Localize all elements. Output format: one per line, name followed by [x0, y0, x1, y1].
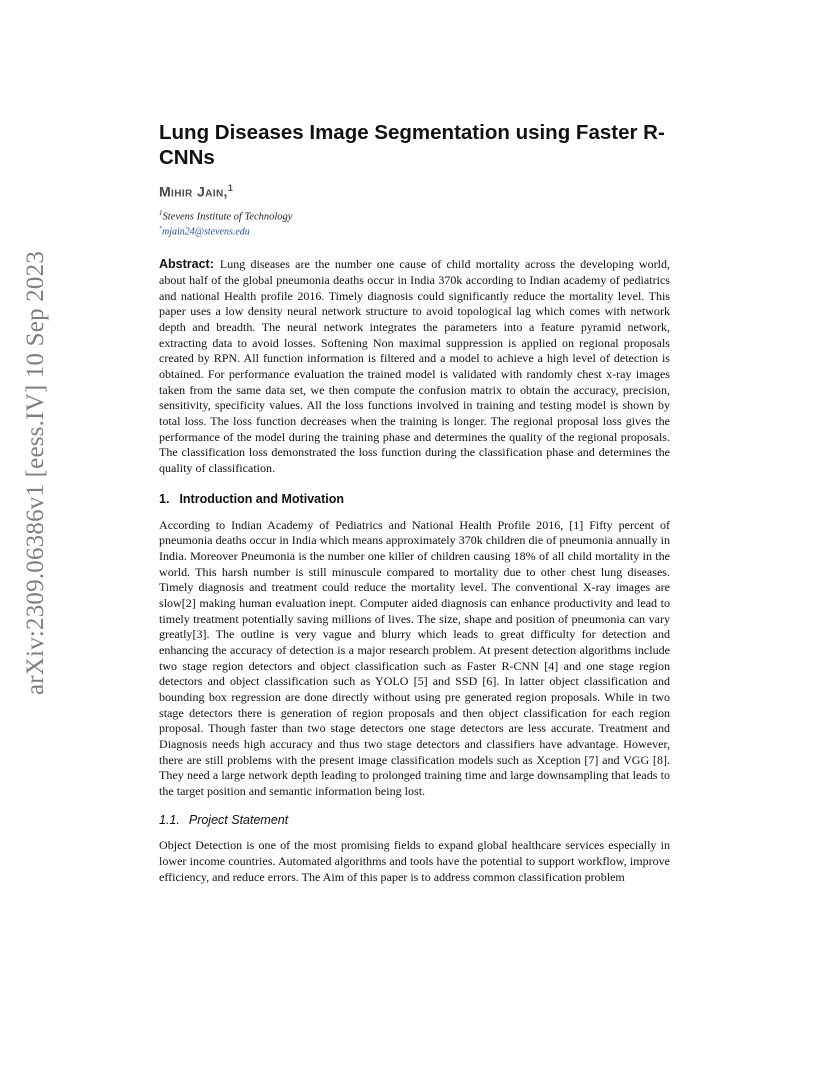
arxiv-identifier-stamp [12, 250, 60, 696]
section-heading-introduction [159, 491, 670, 507]
affiliation-text: Stevens Institute of Technology [162, 211, 293, 223]
abstract-block [159, 257, 670, 476]
email-line [159, 223, 670, 238]
author-email-link[interactable]: mjain24@stevens.edu [162, 226, 250, 238]
paper-title: Lung Diseases Image Segmentation using Faster R-CNNs [159, 121, 665, 169]
subsection-number: 1.1. [159, 813, 180, 828]
section-title: Introduction and Motivation [179, 491, 345, 506]
paper-page [159, 120, 670, 885]
abstract-label: Abstract: [159, 257, 214, 272]
email-marker: * [159, 226, 162, 233]
arxiv-identifier-text: arXiv:2309.06386v1 [eess.IV] 10 Sep 2023 [22, 250, 49, 696]
author-name: Mihir Jain, [159, 183, 228, 200]
section-number: 1. [159, 491, 170, 506]
abstract-text: Lung diseases are the number one cause of child mortality across the developing world, about half of the global pneumonia deaths occur in India 370k according to Indian academy of pediatrics and national Health profile 2016. Timely diagnosis could significantly reduce the mortality level. This paper uses a low density neural network structure to avoid topological lag which comes with network depth and breadth. The neural network integrates the parameters into a feature pyramid network, extracting data to avoid losses. Softening Non maximal suppression is applied on regional proposals created by RPN. All function information is filtered and a model to achieve a high level of detection is obtained. For performance evaluation the trained model is validated with randomly chest x-ray images taken from the same data set, we then compute the confusion matrix to obtain the accuracy, precision, sensitivity, specificity values. All the loss functions involved in training and testing model is shown by total loss. The loss function decreases when the training is longer. The regional proposal loss gives the performance of the model during the training phase and determines the quality of the regional proposals. The classification loss demonstrated the loss function during the classification phase and determines the quality of classification. [159, 257, 670, 476]
introduction-paragraph: According to Indian Academy of Pediatrics and National Health Profile 2016, [1] Fifty percent of pneumonia deaths occur in India which means approximately 370k children die of pneumonia annually in India. Moreover Pneumonia is the number one killer of children causing 18% of all child mortality in the world. This harsh number is still minuscule compared to mortality due to other chest lung diseases. Timely diagnosis and treatment could reduce the mortality level. The conventional X-ray images are slow[2] making human evaluation inept. Computer aided diagnosis can enhance productivity and lead to timely treatment potentially saving millions of lives. The size, shape and position of pneumonia can vary greatly[3]. The outline is very vague and blurry which leads to great difficulty for detection and enhancing the accuracy of detection is a major research problem. At present detection algorithms include two stage region detectors and object classification such as Faster R-CNN [4] and one stage region detectors and object classification such as YOLO [5] and SSD [6]. In latter object classification and bounding box regression are done directly without using pre generated region proposals. While in two stage detectors there is generation of region proposals and then object classification for each region proposal. Though faster than two stage detectors one stage detectors are less accurate. Treatment and Diagnosis needs high accuracy and thus two stage detectors and classifiers have advantage. However, there are still problems with the present image classification models such as Xception [7] and VGG [8]. They need a large network depth leading to prolonged training time and large downsampling that leads to the target position and semantic information being lost. [159, 517, 670, 798]
project-statement-paragraph: Object Detection is one of the most promising fields to expand global healthcare services especially in lower income countries. Automated algorithms and tools have the potential to support workflow, improve efficiency, and reduce errors. The Aim of this paper is to address common classification problem [159, 838, 670, 884]
affiliation-marker: 1 [159, 208, 163, 217]
subsection-title: Project Statement [188, 813, 289, 828]
subsection-heading-project-statement [159, 812, 670, 828]
author-affiliation-marker: 1 [227, 183, 234, 193]
author-line [159, 183, 670, 200]
affiliation-line [159, 207, 670, 224]
